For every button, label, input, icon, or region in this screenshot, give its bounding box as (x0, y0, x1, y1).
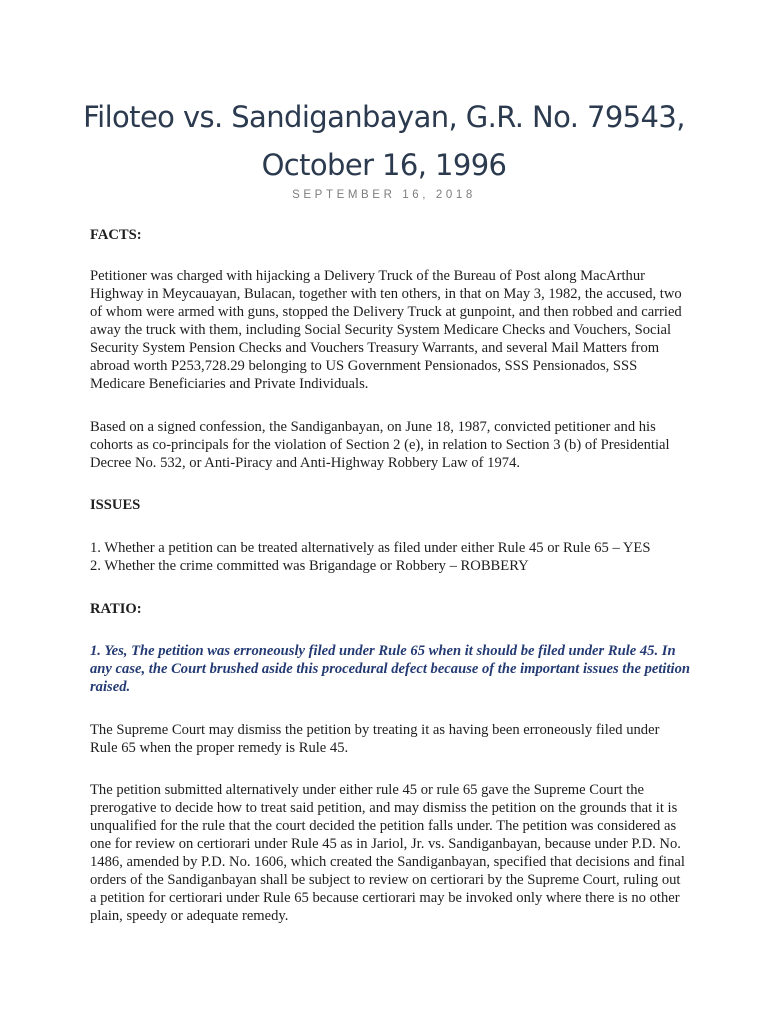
facts-paragraph-1: Petitioner was charged with hijacking a Delivery Truck of the Bureau of Post along MacArthur Highway in Meycauayan, Bulacan, together with ten others, in that on May 3, 1982, the accused, two of whom were armed with guns, stopped the Delivery Truck at gunpoint, and then robbed and carried away the truck with them, including Social Security System Medicare Checks and Vouchers, Social Security System Pension Checks and Vouchers Treasury Warrants, and several Mail Matters from abroad worth P253,728.29 belonging to US Government Pensionados, SSS Pensionados, SSS Medicare Beneficiaries and Private Individuals. (90, 268, 682, 392)
facts-heading: FACTS: (90, 227, 142, 243)
issues-heading: ISSUES (90, 497, 141, 513)
issues-list (90, 539, 690, 575)
ratio-holding: 1. Yes, The petition was erroneously filed under Rule 65 when it should be filed under Rule 45. In any case, the Court brushed aside this procedural defect because of the important issues the petition raised. (90, 643, 690, 695)
document-title: Filoteo vs. Sandiganbayan, G.R. No. 79543, October 16, 1996 (83, 100, 685, 182)
issue-item: 2. Whether the crime committed was Brigandage or Robbery – ROBBERY (90, 558, 529, 574)
issue-item: 1. Whether a petition can be treated alternatively as filed under either Rule 45 or Rule 65 – YES (90, 540, 651, 556)
post-date: SEPTEMBER 16, 2018 (292, 189, 476, 201)
ratio-paragraph-1: The Supreme Court may dismiss the petition by treating it as having been erroneously filed under Rule 65 when the proper remedy is Rule 45. (90, 722, 660, 756)
ratio-paragraph-2: The petition submitted alternatively under either rule 45 or rule 65 gave the Supreme Court the prerogative to decide how to treat said petition, and may dismiss the petition on the grounds that it is unqualified for the rule that the court decided the petition falls under. The petition was considered as one for review on certiorari under Rule 45 as in Jariol, Jr. vs. Sandiganbayan, because under P.D. No. 1486, amended by P.D. No. 1606, which created the Sandiganbayan, specified that decisions and final orders of the Sandiganbayan shall be subject to review on certiorari by the Supreme Court, ruling out a petition for certiorari under Rule 65 because certiorari may be invoked only where there is no other plain, speedy or adequate remedy. (90, 782, 685, 924)
facts-paragraph-2: Based on a signed confession, the Sandiganbayan, on June 18, 1987, convicted petitioner and his cohorts as co-principals for the violation of Section 2 (e), in relation to Section 3 (b) of Presidential Decree No. 532, or Anti-Piracy and Anti-Highway Robbery Law of 1974. (90, 419, 670, 471)
ratio-heading: RATIO: (90, 601, 142, 617)
